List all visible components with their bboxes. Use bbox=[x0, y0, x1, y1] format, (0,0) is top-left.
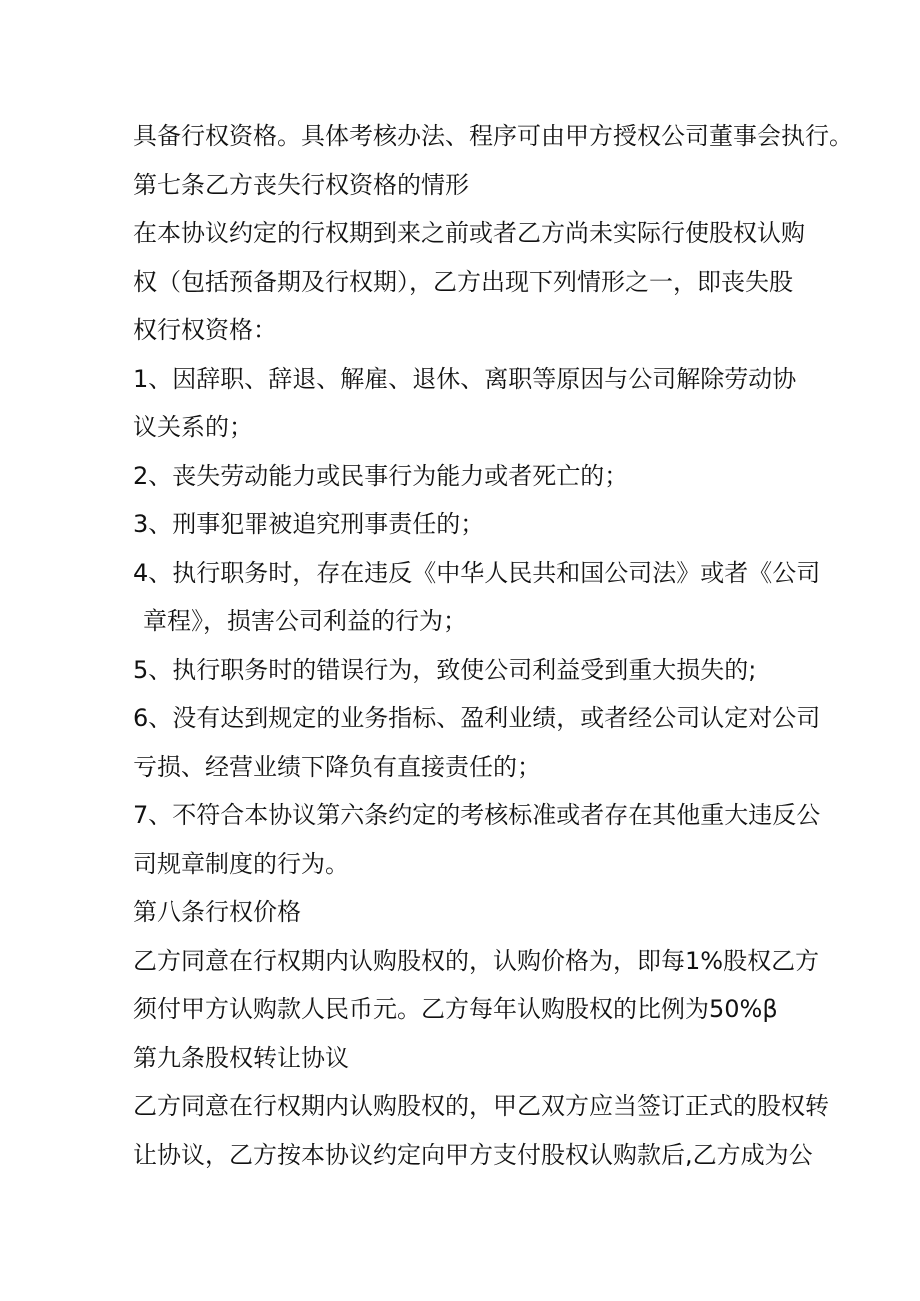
text-line: 具备行权资格。具体考核办法、程序可由甲方授权公司董事会执行。 bbox=[133, 122, 853, 150]
list-item: 5、执行职务时的错误行为，致使公司利益受到重大损失的; bbox=[133, 655, 757, 684]
text-line: 司规章制度的行为。 bbox=[133, 849, 349, 878]
text-line: 议关系的； bbox=[133, 413, 253, 441]
text-line: 让协议，乙方按本协议约定向甲方支付股权认购款后,乙方成为公 bbox=[133, 1140, 813, 1169]
list-item: 6、没有达到规定的业务指标、盈利业绩，或者经公司认定对公司 bbox=[133, 704, 821, 732]
document-body bbox=[133, 112, 853, 1179]
list-item: 4、执行职务时，存在违反《中华人民共和国公司法》或者《公司 bbox=[133, 558, 821, 587]
text-line: 在本协议约定的行权期到来之前或者乙方尚未实际行使股权认购 bbox=[133, 219, 805, 247]
text-line: 权（包括预备期及行权期），乙方出现下列情形之一，即丧失股 bbox=[133, 267, 793, 296]
text-line: 亏损、经营业绩下降负有直接责任的； bbox=[133, 752, 541, 781]
text-line: 乙方同意在行权期内认购股权的，甲乙双方应当签订正式的股权转 bbox=[133, 1092, 829, 1120]
article-heading: 第八条行权价格 bbox=[133, 898, 301, 926]
text-line: 章程》，损害公司利益的行为； bbox=[143, 607, 467, 635]
list-item: 1、因辞职、辞退、解雇、退休、离职等原因与公司解除劳动协 bbox=[133, 364, 797, 393]
text-line: 须付甲方认购款人民币元。乙方每年认购股权的比例为50%β bbox=[133, 995, 778, 1023]
text-line: 乙方同意在行权期内认购股权的，认购价格为，即每1%股权乙方 bbox=[133, 946, 820, 975]
article-heading: 第九条股权转让协议 bbox=[133, 1043, 349, 1072]
list-item: 7、不符合本协议第六条约定的考核标准或者存在其他重大违反公 bbox=[133, 801, 821, 829]
text-line: 权行权资格： bbox=[133, 316, 277, 344]
article-heading: 第七条乙方丧失行权资格的情形 bbox=[133, 170, 469, 199]
list-item: 3、刑事犯罪被追究刑事责任的； bbox=[133, 510, 485, 538]
list-item: 2、丧失劳动能力或民事行为能力或者死亡的； bbox=[133, 461, 629, 490]
